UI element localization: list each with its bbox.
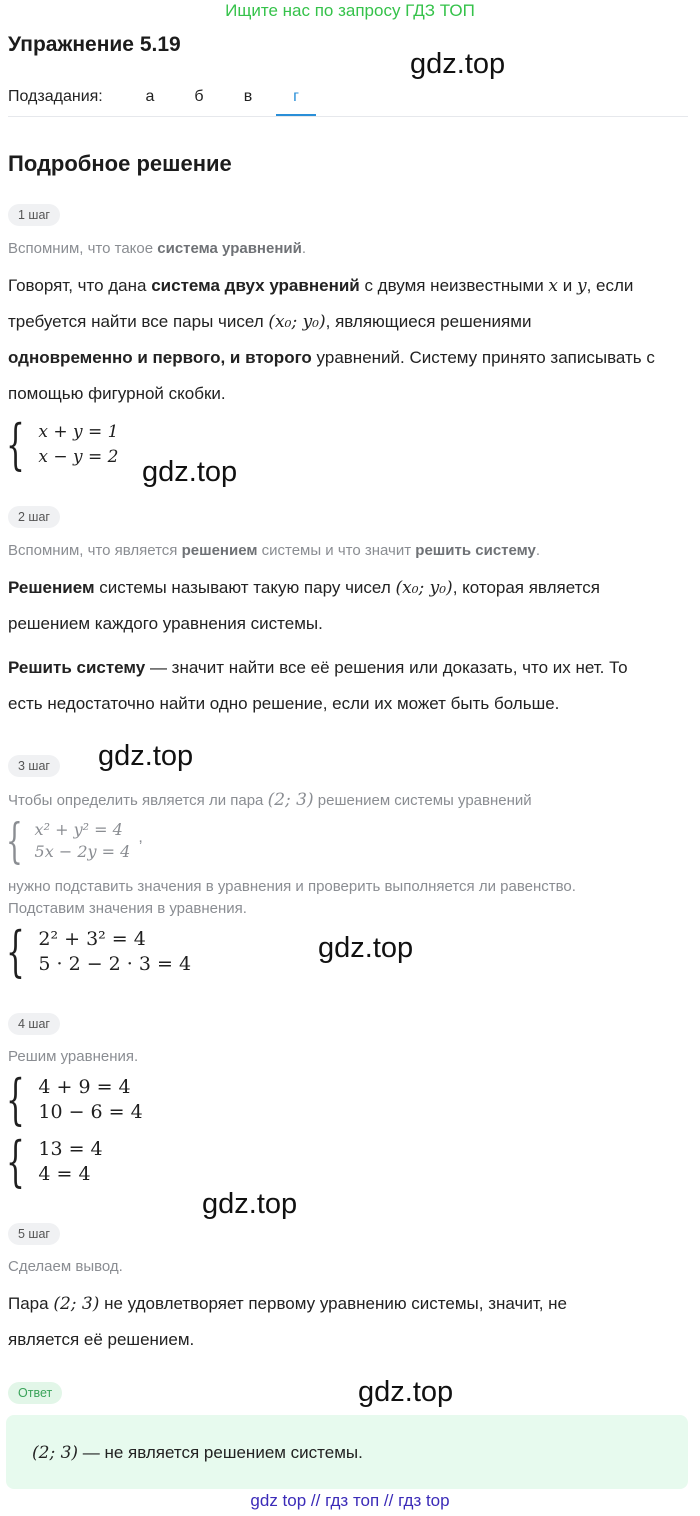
- step-badge-4: 4 шаг: [8, 1013, 60, 1035]
- step-badge-5: 5 шаг: [8, 1223, 60, 1245]
- page-title: Упражнение 5.19: [8, 33, 181, 56]
- tab-g[interactable]: г: [276, 86, 316, 116]
- subtasks-bar: [8, 86, 688, 117]
- answer-badge: Ответ: [8, 1382, 62, 1404]
- step3-hint-3: Подставим значения в уравнения.: [8, 900, 247, 917]
- subtasks-label: Подзадания:: [8, 88, 103, 105]
- step3-hint: Чтобы определить является ли пара (2; 3) решением системы уравнений: [8, 790, 532, 810]
- step-badge-3: 3 шаг: [8, 755, 60, 777]
- step5-text: Пара (2; 3) не удовлетворяет первому уравнению системы, значит, не является её решением.: [8, 1294, 568, 1349]
- watermark: gdz.top: [318, 932, 414, 964]
- tab-v[interactable]: в: [243, 88, 253, 105]
- footer-links[interactable]: gdz top // гдз топ // гдз top: [250, 1491, 450, 1510]
- step4-system-1: { 4 + 9 = 4 10 − 6 = 4: [6, 1068, 143, 1131]
- step2-hint: Вспомним, что является решением системы и что значит решить систему.: [8, 542, 541, 559]
- step2-text: Решением системы называют такую пару чисел (x₀; y₀), которая является решением каждого уравнения системы.: [8, 578, 600, 633]
- watermark: gdz.top: [202, 1188, 298, 1220]
- step1-text: Говорят, что дана система двух уравнений с двумя неизвестными x и y, если требуется найти все пары чисел (x₀; y₀), являющиеся решениями одновременно и первого, и второго уравнений. Систему принято записывать с помощью фигурной скобки.: [8, 276, 655, 403]
- tab-a[interactable]: а: [145, 88, 155, 105]
- tab-b[interactable]: б: [194, 88, 204, 105]
- step-badge-2: 2 шаг: [8, 506, 60, 528]
- answer-box: [6, 1415, 688, 1489]
- step3-hint-2: нужно подставить значения в уравнения и проверить выполняется ли равенство.: [8, 878, 576, 895]
- watermark: gdz.top: [410, 48, 506, 80]
- answer-text: (2; 3) — не является решением системы.: [32, 1443, 363, 1463]
- step1-system: { x + y = 1 x − y = 2: [6, 413, 119, 476]
- step5-hint: Сделаем вывод.: [8, 1258, 123, 1275]
- watermark: gdz.top: [98, 740, 194, 772]
- watermark: gdz.top: [142, 456, 238, 488]
- solution-heading: Подробное решение: [8, 151, 232, 176]
- step1-hint: Вспомним, что такое система уравнений.: [8, 240, 307, 257]
- step-badge-1: 1 шаг: [8, 204, 60, 226]
- step4-hint: Решим уравнения.: [8, 1048, 139, 1065]
- step4-system-2: { 13 = 4 4 = 4: [6, 1130, 103, 1193]
- step3-system-symbolic: { x² + y² = 4 5x − 2y = 4 ,: [6, 813, 143, 869]
- step3-system-substituted: { 2² + 3² = 4 5 · 2 − 2 · 3 = 4: [6, 920, 192, 983]
- watermark: gdz.top: [358, 1376, 454, 1408]
- step2-text-2: Решить систему — значит найти все её решения или доказать, что их нет. То есть недостаточно найти одно решение, если их может быть больше.: [8, 658, 628, 713]
- promo-banner[interactable]: Ищите нас по запросу ГДЗ ТОП: [225, 1, 475, 20]
